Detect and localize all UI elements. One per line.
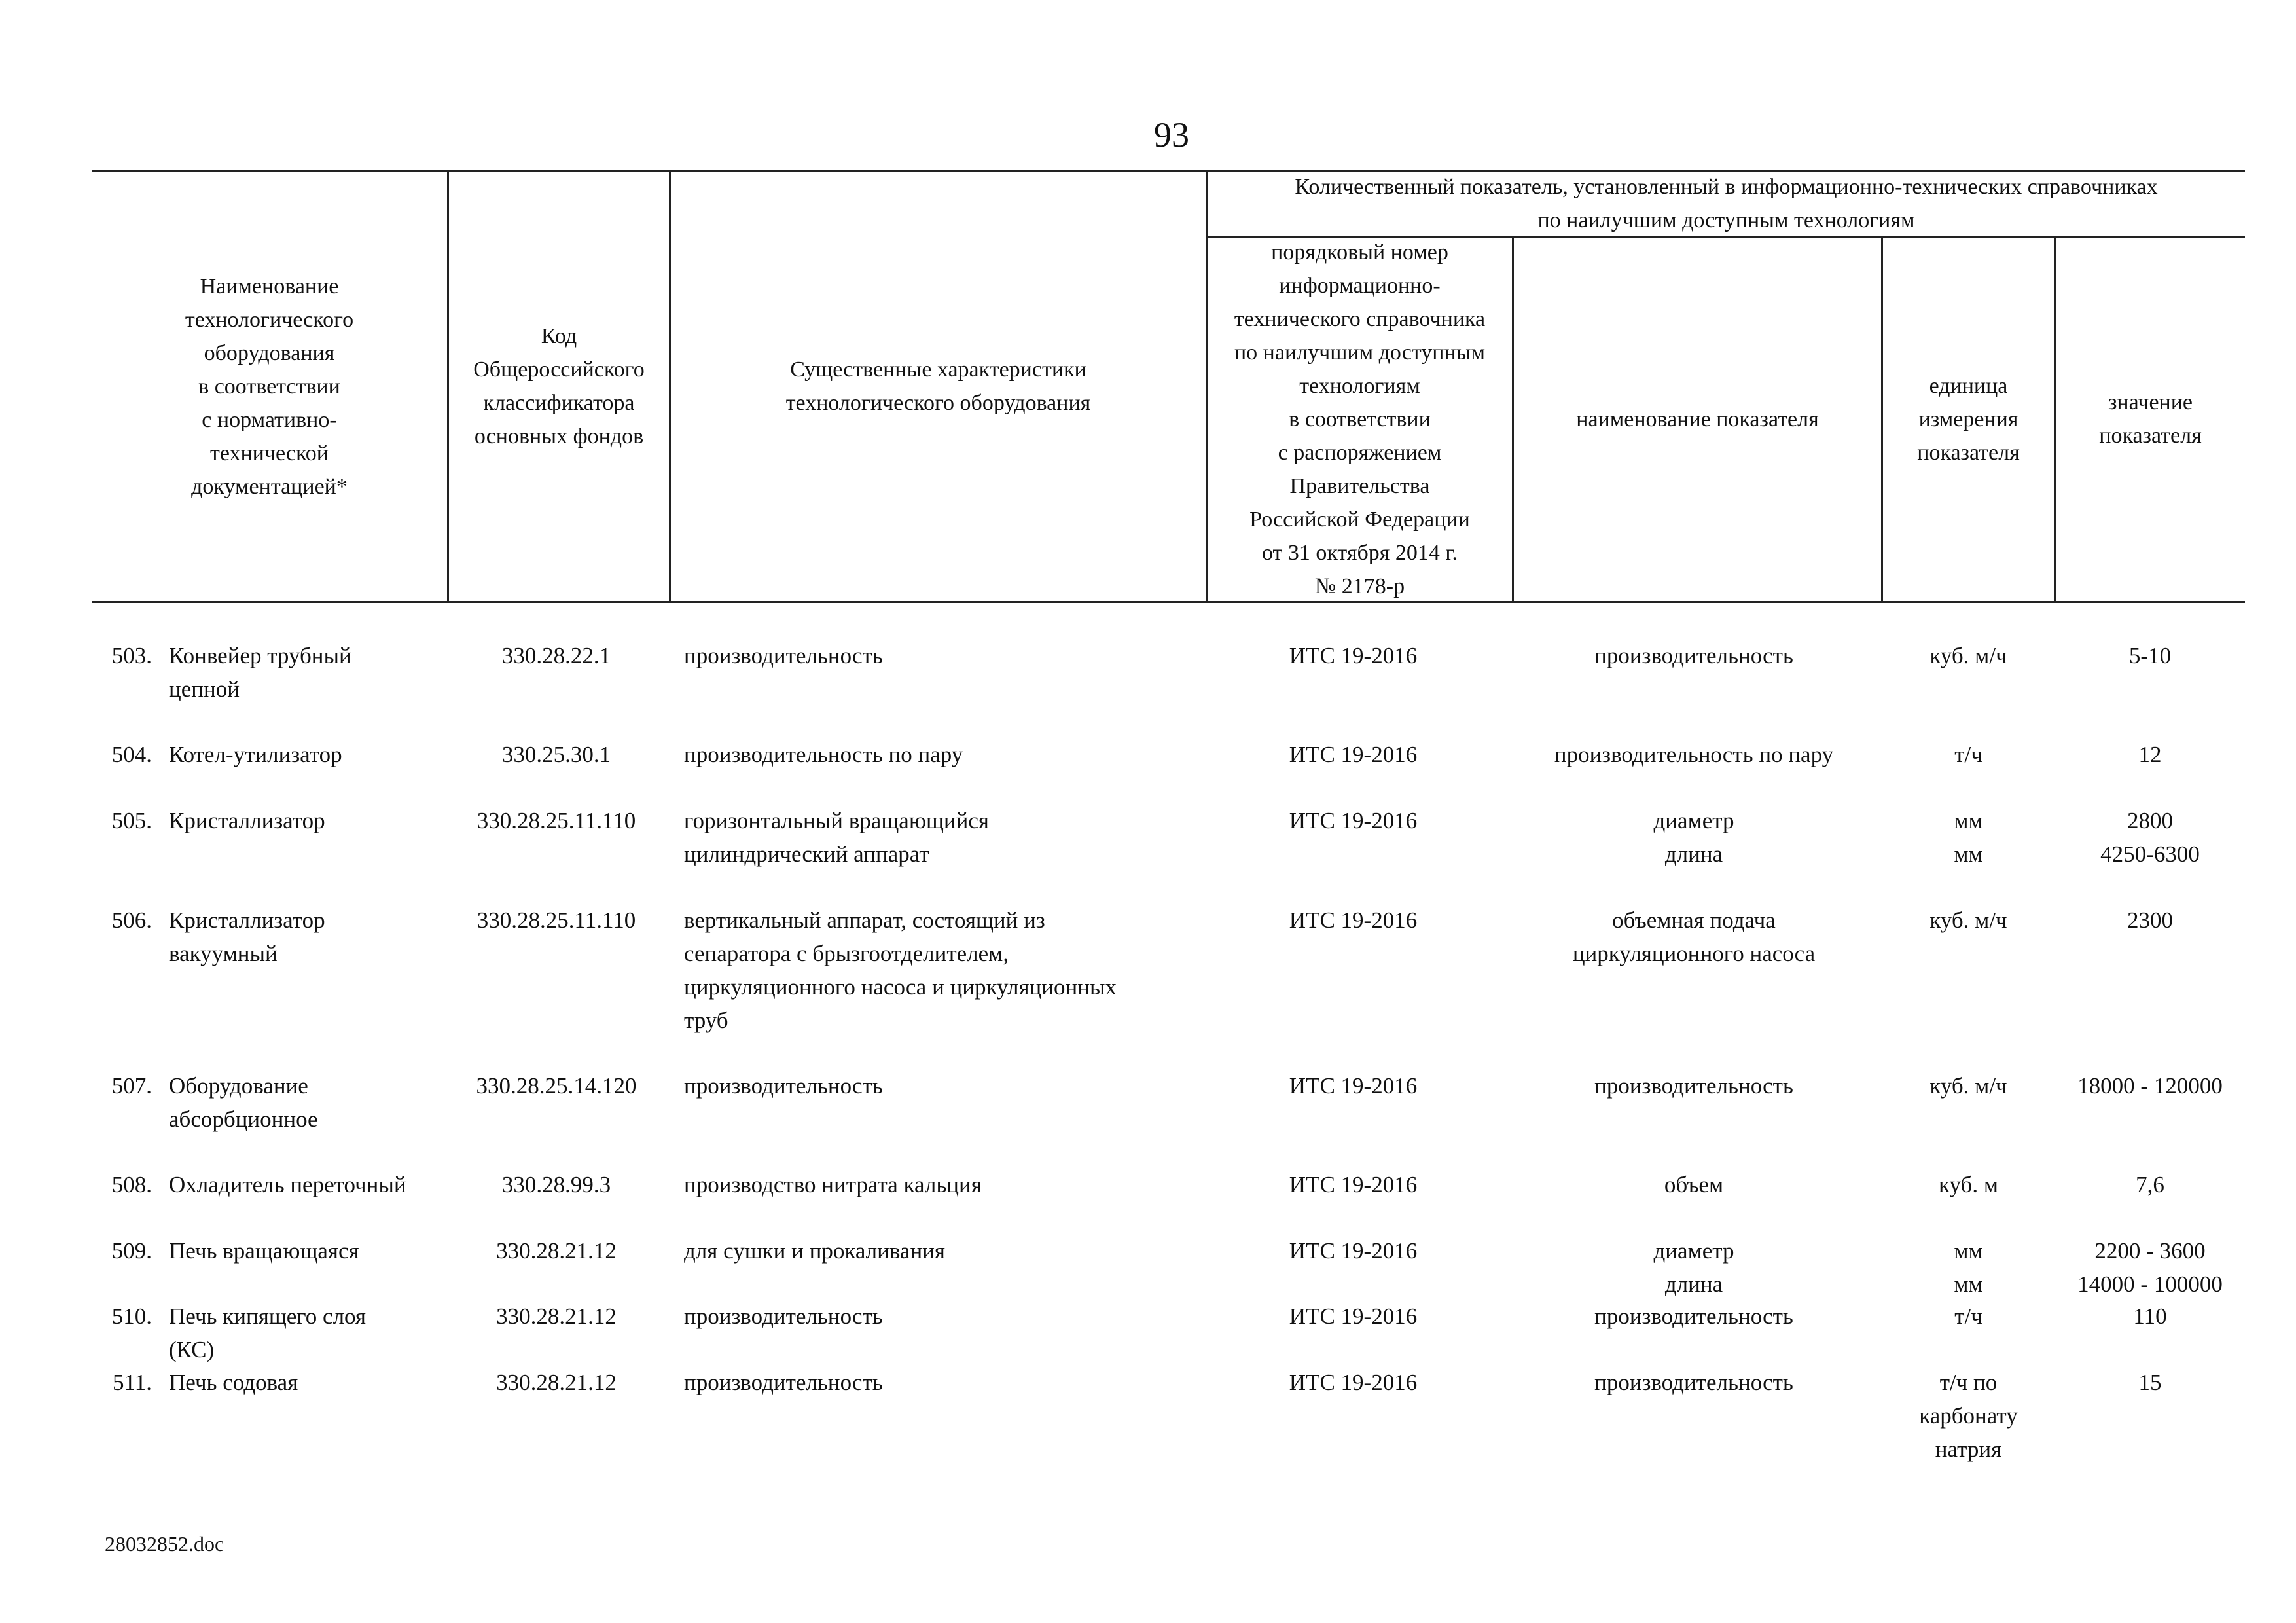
characteristics: производство нитрата кальция [684, 1172, 982, 1197]
unit: куб. м/ч [1929, 643, 2007, 668]
equipment-name: Кристаллизатор [169, 808, 325, 833]
its-number: ИТС 19-2016 [1289, 742, 1418, 767]
value: 110 [2133, 1304, 2167, 1329]
header-bottom-rule [92, 601, 2245, 603]
its-number: ИТС 19-2016 [1289, 643, 1418, 668]
unit: мм мм [1954, 808, 1983, 867]
row-number: 505. [111, 808, 152, 833]
unit: куб. м/ч [1929, 1073, 2007, 1099]
value: 12 [2138, 742, 2162, 767]
equipment-name: Оборудование абсорбционное [169, 1073, 318, 1132]
equipment-name: Печь вращающаяся [169, 1238, 359, 1264]
okof-code: 330.28.21.12 [496, 1304, 617, 1329]
row-number: 511. [113, 1370, 152, 1395]
indicator-name: диаметр длина [1653, 1238, 1734, 1297]
value: 2200 - 3600 14000 - 100000 [2077, 1238, 2223, 1297]
its-number: ИТС 19-2016 [1289, 1073, 1418, 1099]
header-value: значение показателя [2099, 390, 2202, 448]
okof-code: 330.28.22.1 [501, 643, 611, 668]
okof-code: 330.28.25.14.120 [476, 1073, 637, 1099]
indicator-name: производительность [1594, 643, 1793, 668]
okof-code: 330.25.30.1 [501, 742, 611, 767]
characteristics: производительность [684, 1370, 883, 1395]
value: 5-10 [2128, 643, 2172, 668]
header-equipment-name: Наименование технологического оборудования в соответствии с нормативно- технической документацией* [185, 274, 354, 499]
characteristics: производительность [684, 1304, 883, 1329]
characteristics: производительность [684, 643, 883, 668]
equipment-name: Котел-утилизатор [169, 742, 342, 767]
okof-code: 330.28.99.3 [501, 1172, 611, 1197]
unit: т/ч [1954, 1304, 1982, 1329]
characteristics: производительность [684, 1073, 883, 1099]
row-number: 510. [111, 1304, 152, 1329]
indicator-name: объем [1664, 1172, 1724, 1197]
header-characteristics: Существенные характеристики технологического оборудования [785, 357, 1091, 415]
its-number: ИТС 19-2016 [1289, 1370, 1418, 1395]
header-indicator-name: наименование показателя [1576, 407, 1819, 431]
equipment-name: Печь содовая [169, 1370, 298, 1395]
indicator-name: диаметр длина [1653, 808, 1734, 867]
equipment-name: Охладитель переточный [169, 1172, 406, 1197]
characteristics: для сушки и прокаливания [684, 1238, 946, 1264]
its-number: ИТС 19-2016 [1289, 1172, 1418, 1197]
row-number: 508. [111, 1172, 152, 1197]
indicator-name: производительность [1594, 1304, 1793, 1329]
indicator-name: производительность по пару [1554, 742, 1834, 767]
its-number: ИТС 19-2016 [1289, 1238, 1418, 1264]
okof-code: 330.28.21.12 [496, 1370, 617, 1395]
value: 2800 4250-6300 [2100, 808, 2200, 867]
equipment-name: Конвейер трубный цепной [169, 643, 351, 702]
indicator-name: производительность [1594, 1073, 1793, 1099]
okof-code: 330.28.25.11.110 [476, 808, 636, 833]
header-unit: единица измерения показателя [1917, 373, 2020, 465]
value: 15 [2138, 1370, 2162, 1395]
equipment-name: Кристаллизатор вакуумный [169, 907, 325, 966]
row-number: 507. [111, 1073, 152, 1099]
row-number: 506. [111, 907, 152, 933]
okof-code: 330.28.21.12 [496, 1238, 617, 1264]
header-quantitative-indicator: Количественный показатель, установленный в информационно-технических справочниках по наилучшим доступным технологиям [1295, 175, 2158, 232]
row-number: 503. [111, 643, 152, 668]
document-filename: 28032852.doc [105, 1532, 224, 1556]
unit: мм мм [1954, 1238, 1983, 1297]
unit: куб. м/ч [1929, 907, 2007, 933]
unit: т/ч по карбонату натрия [1919, 1370, 2018, 1462]
characteristics: горизонтальный вращающийся цилиндрический аппарат [684, 808, 990, 867]
indicator-name: объемная подача циркуляционного насоса [1572, 907, 1816, 966]
characteristics: производительность по пару [684, 742, 963, 767]
page-number: 93 [1154, 115, 1189, 155]
header-okof-code: Код Общероссийского классификатора основных фондов [473, 324, 645, 448]
its-number: ИТС 19-2016 [1289, 907, 1418, 933]
header-its-number: порядковый номер информационно- технического справочника по наилучшим доступным технологиям в соответствии с распоряжением Правительства Российской Федерации от 31 октября 2014 г. № 2178-р [1234, 240, 1486, 598]
value: 2300 [2127, 907, 2173, 933]
row-number: 509. [111, 1238, 152, 1264]
value: 7,6 [2136, 1172, 2164, 1197]
unit: куб. м [1938, 1172, 1998, 1197]
unit: т/ч [1954, 742, 1982, 767]
its-number: ИТС 19-2016 [1289, 1304, 1418, 1329]
indicator-name: производительность [1594, 1370, 1793, 1395]
characteristics: вертикальный аппарат, состоящий из сепаратора с брызгоотделителем, циркуляционного насоса и циркуляционных труб [684, 907, 1117, 1033]
its-number: ИТС 19-2016 [1289, 808, 1418, 833]
equipment-name: Печь кипящего слоя (КС) [169, 1304, 366, 1362]
okof-code: 330.28.25.11.110 [476, 907, 636, 933]
row-number: 504. [111, 742, 152, 767]
value: 18000 - 120000 [2077, 1073, 2223, 1099]
